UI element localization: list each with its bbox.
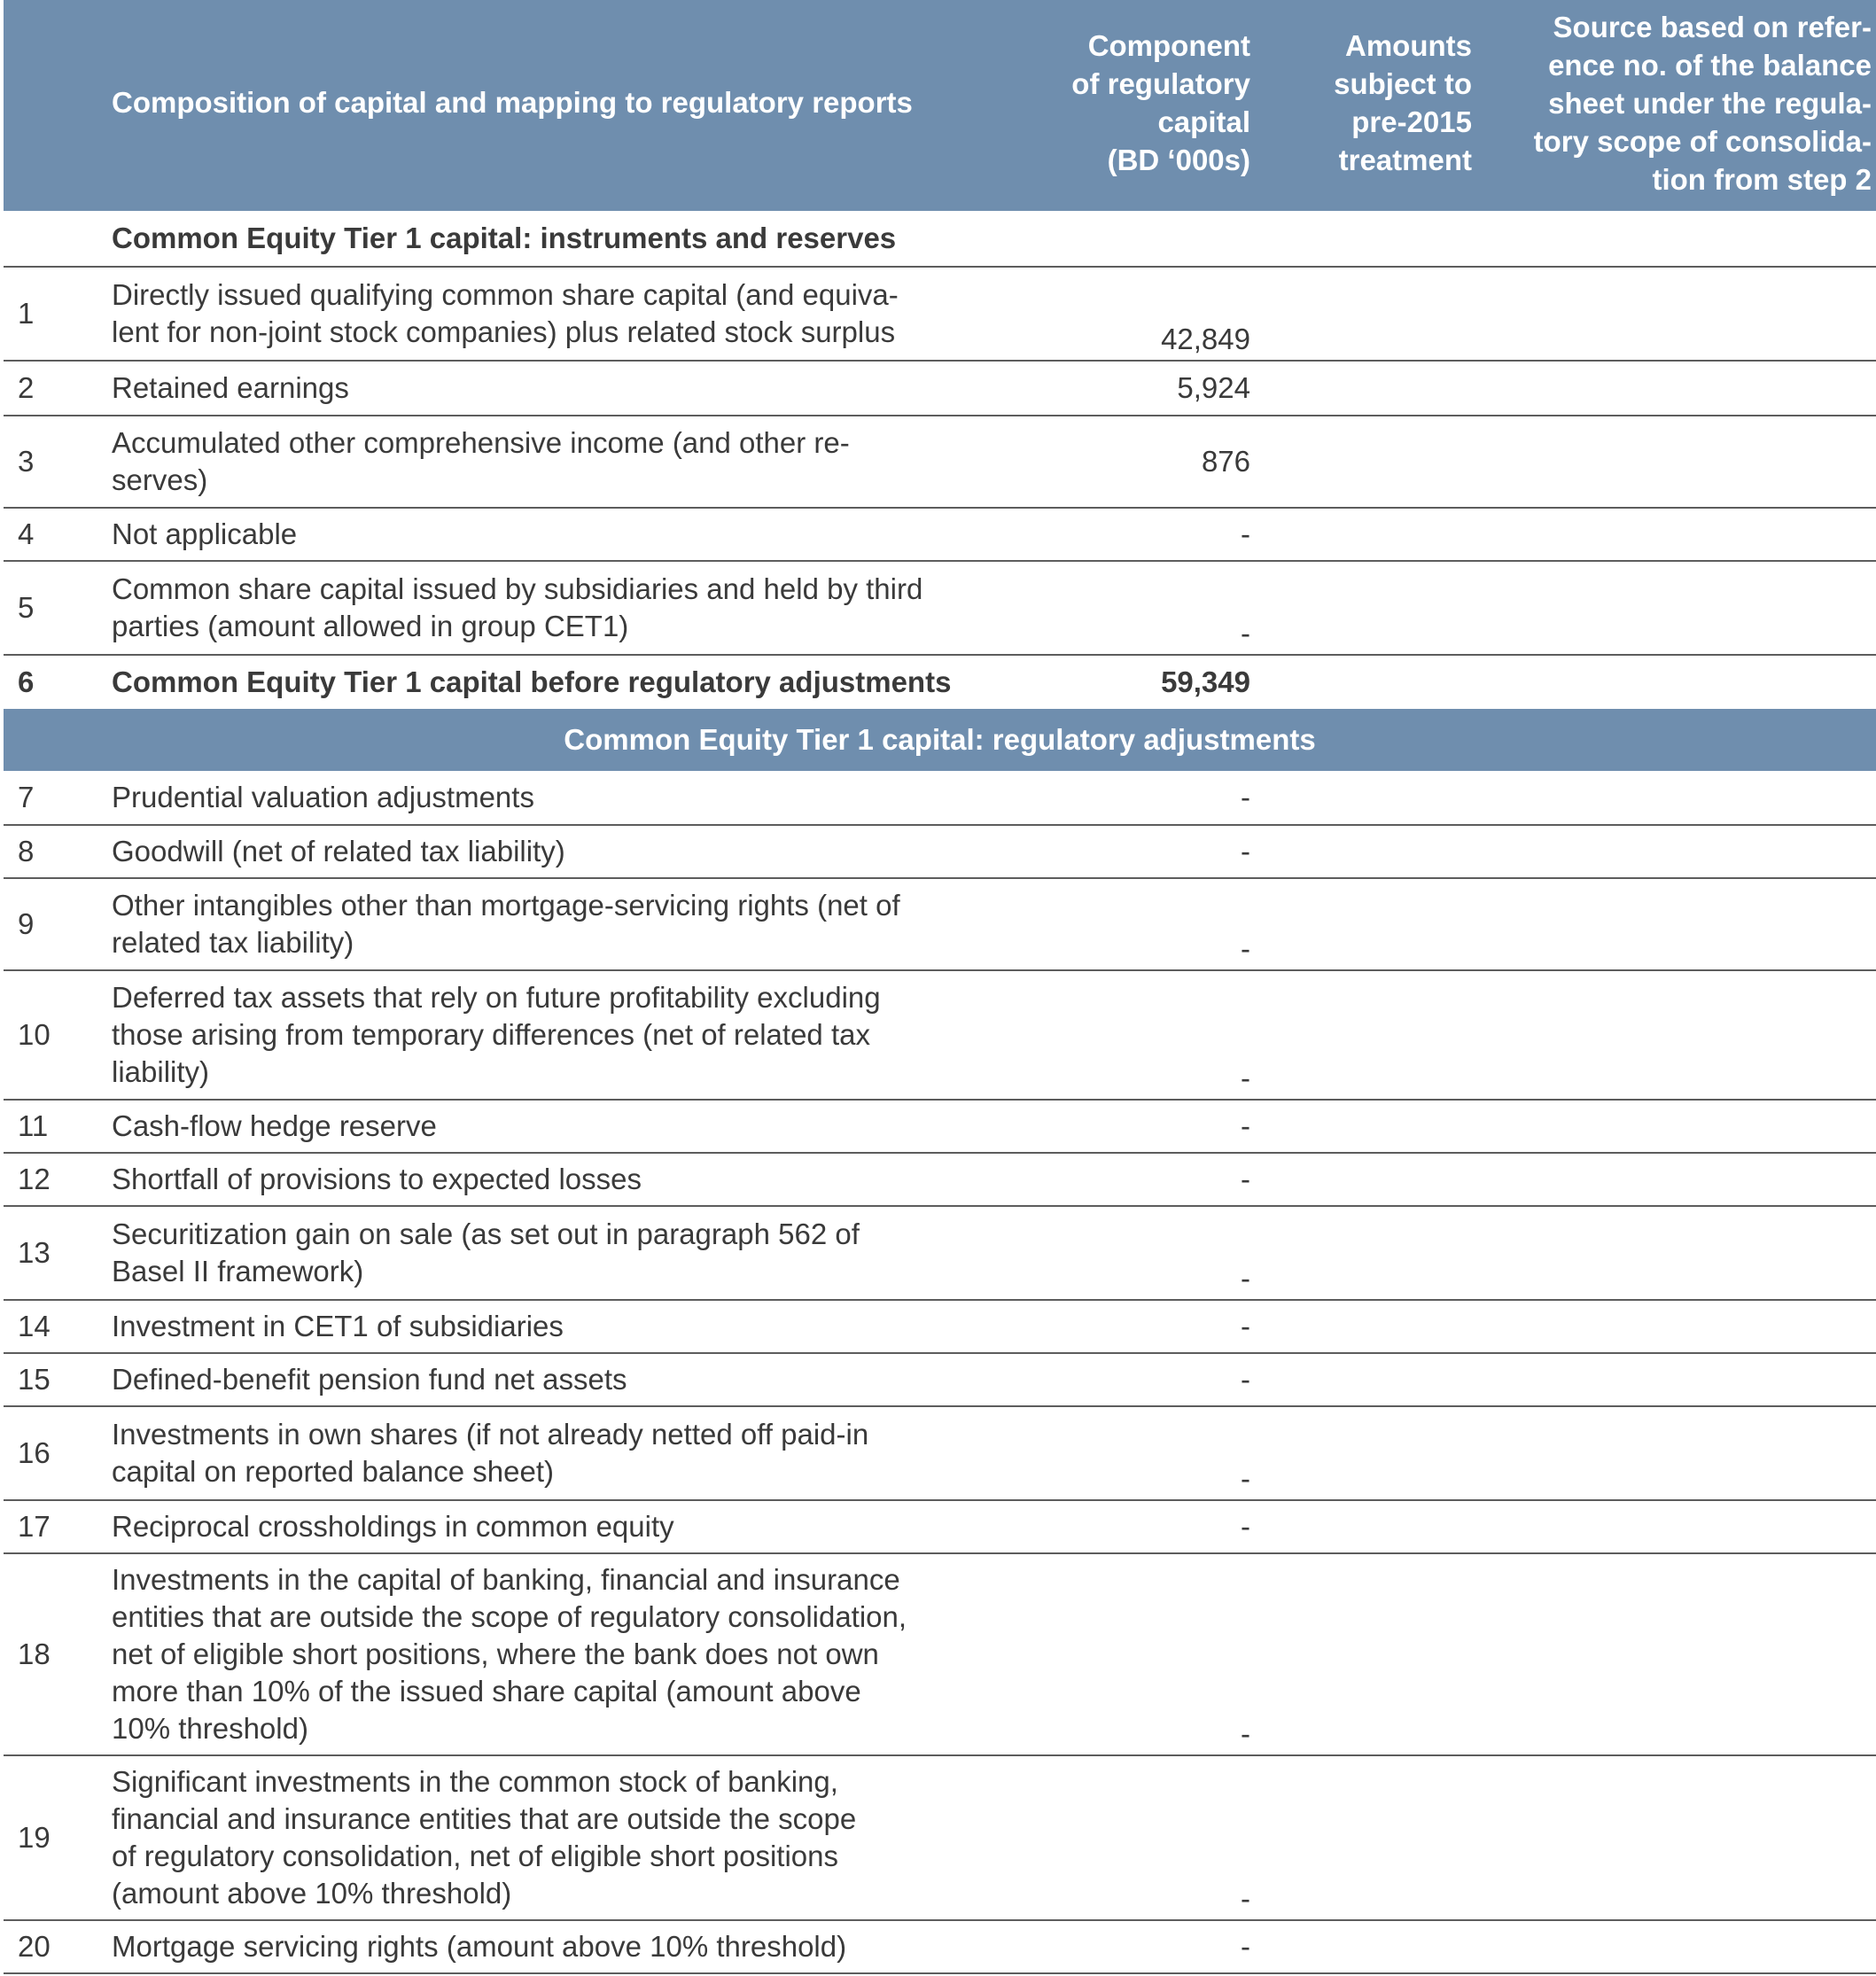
row-number: 1	[18, 297, 35, 330]
row-label: Reciprocal crossholdings in common equity	[112, 1510, 674, 1543]
section-title-instruments	[4, 211, 1876, 268]
table-row	[4, 1154, 1876, 1207]
row-value: -	[1241, 1510, 1250, 1543]
table-row	[4, 268, 1876, 362]
row-label: Prudential valuation adjustments	[112, 781, 534, 813]
row-value: -	[1241, 517, 1250, 550]
section-band-adjustments	[4, 709, 1876, 771]
row-value: 59,349	[1161, 665, 1250, 698]
row-label: Investments in own shares (if not already netted off paid-in capital on reported balance sheet)	[112, 1418, 869, 1488]
row-number: 11	[18, 1109, 49, 1142]
row-number: 15	[18, 1363, 51, 1396]
section-band-label: Common Equity Tier 1 capital: regulatory adjustments	[564, 723, 1316, 756]
row-value: 876	[1201, 445, 1250, 478]
row-label: Securitization gain on sale (as set out in paragraph 562 of Basel II framework)	[112, 1217, 860, 1288]
row-number: 16	[18, 1436, 51, 1469]
table-row	[4, 1756, 1876, 1921]
column-header-amounts: Amounts subject to pre-2015 treatment	[1334, 29, 1472, 176]
table-row	[4, 971, 1876, 1101]
table-row	[4, 562, 1876, 656]
table-row	[4, 879, 1876, 971]
table-row	[4, 1554, 1876, 1756]
row-label: Directly issued qualifying common share capital (and equiva- lent for non-joint stock companies) plus related stock surplus	[112, 278, 899, 348]
row-number: 4	[18, 517, 35, 550]
row-label: Significant investments in the common stock of banking, financial and insurance entities that are outside the scope of regulatory consolidation, net of eligible short positions (amount above 10% threshold)	[112, 1765, 857, 1910]
row-value: -	[1241, 1062, 1250, 1094]
row-label: Investment in CET1 of subsidiaries	[112, 1310, 564, 1342]
row-number: 6	[18, 665, 35, 698]
row-value: -	[1241, 1363, 1250, 1396]
table-row	[4, 1501, 1876, 1554]
row-label: Deferred tax assets that rely on future profitability excluding those arising from temporary differences (net of related tax liability)	[112, 981, 881, 1088]
table-row	[4, 1101, 1876, 1154]
table-row	[4, 1207, 1876, 1301]
table-row	[4, 1354, 1876, 1407]
row-label: Shortfall of provisions to expected losses	[112, 1163, 642, 1195]
row-number: 12	[18, 1163, 51, 1195]
table-row	[4, 509, 1876, 562]
row-label: Retained earnings	[112, 371, 349, 404]
row-value: -	[1241, 1262, 1250, 1295]
row-number: 8	[18, 835, 35, 867]
row-number: 18	[18, 1638, 51, 1670]
table-header	[4, 0, 1876, 211]
row-value: -	[1241, 1717, 1250, 1750]
row-value: -	[1241, 1109, 1250, 1142]
table-row	[4, 416, 1876, 509]
header-title: Composition of capital and mapping to regulatory reports	[112, 86, 913, 119]
row-value: -	[1241, 617, 1250, 650]
row-label: Common share capital issued by subsidiaries and held by third parties (amount allowed in group CET1)	[112, 572, 923, 642]
row-label: Other intangibles other than mortgage-servicing rights (net of related tax liability)	[112, 889, 900, 959]
row-value: -	[1241, 835, 1250, 867]
row-value: -	[1241, 1462, 1250, 1495]
row-number: 17	[18, 1510, 51, 1543]
row-number: 3	[18, 445, 35, 478]
column-header-source: Source based on refer- ence no. of the balance sheet under the regula- tory scope of consolida- tion from step 2	[1533, 11, 1872, 196]
row-number: 10	[18, 1018, 51, 1051]
row-label: Goodwill (net of related tax liability)	[112, 835, 565, 867]
row-label: Common Equity Tier 1 capital before regulatory adjustments	[112, 665, 952, 698]
row-value: -	[1241, 1310, 1250, 1342]
table-row	[4, 1921, 1876, 1974]
row-value: -	[1241, 932, 1250, 965]
row-number: 9	[18, 907, 35, 940]
row-number: 19	[18, 1821, 51, 1854]
table-row	[4, 1407, 1876, 1501]
table-row-total	[4, 656, 1876, 709]
row-label: Investments in the capital of banking, financial and insurance entities that are outside the scope of regulatory consolidation, net of eligible short positions, where the bank does not own more than 10% of the issued share capital (amount above 10% threshold)	[112, 1563, 907, 1745]
table-row	[4, 771, 1876, 826]
row-number: 20	[18, 1930, 51, 1963]
column-header-component: Component of regulatory capital (BD ‘000s)	[1071, 29, 1250, 176]
row-number: 13	[18, 1236, 51, 1269]
row-value: -	[1241, 1930, 1250, 1963]
table-row	[4, 1301, 1876, 1354]
row-number: 14	[18, 1310, 51, 1342]
row-value: -	[1241, 1882, 1250, 1915]
row-value: 5,924	[1177, 371, 1250, 404]
row-number: 2	[18, 371, 35, 404]
table-row	[4, 362, 1876, 416]
row-value: -	[1241, 1163, 1250, 1195]
row-label: Defined-benefit pension fund net assets	[112, 1363, 627, 1396]
row-number: 5	[18, 591, 35, 624]
row-label: Not applicable	[112, 517, 298, 550]
row-label: Cash-flow hedge reserve	[112, 1109, 437, 1142]
row-label: Accumulated other comprehensive income (and other re- serves)	[112, 426, 850, 496]
table-row	[4, 826, 1876, 879]
row-value: -	[1241, 781, 1250, 813]
section-title-label: Common Equity Tier 1 capital: instruments and reserves	[112, 222, 897, 254]
row-label: Mortgage servicing rights (amount above 10% threshold)	[112, 1930, 847, 1963]
row-number: 7	[18, 781, 35, 813]
row-value: 42,849	[1161, 323, 1250, 355]
